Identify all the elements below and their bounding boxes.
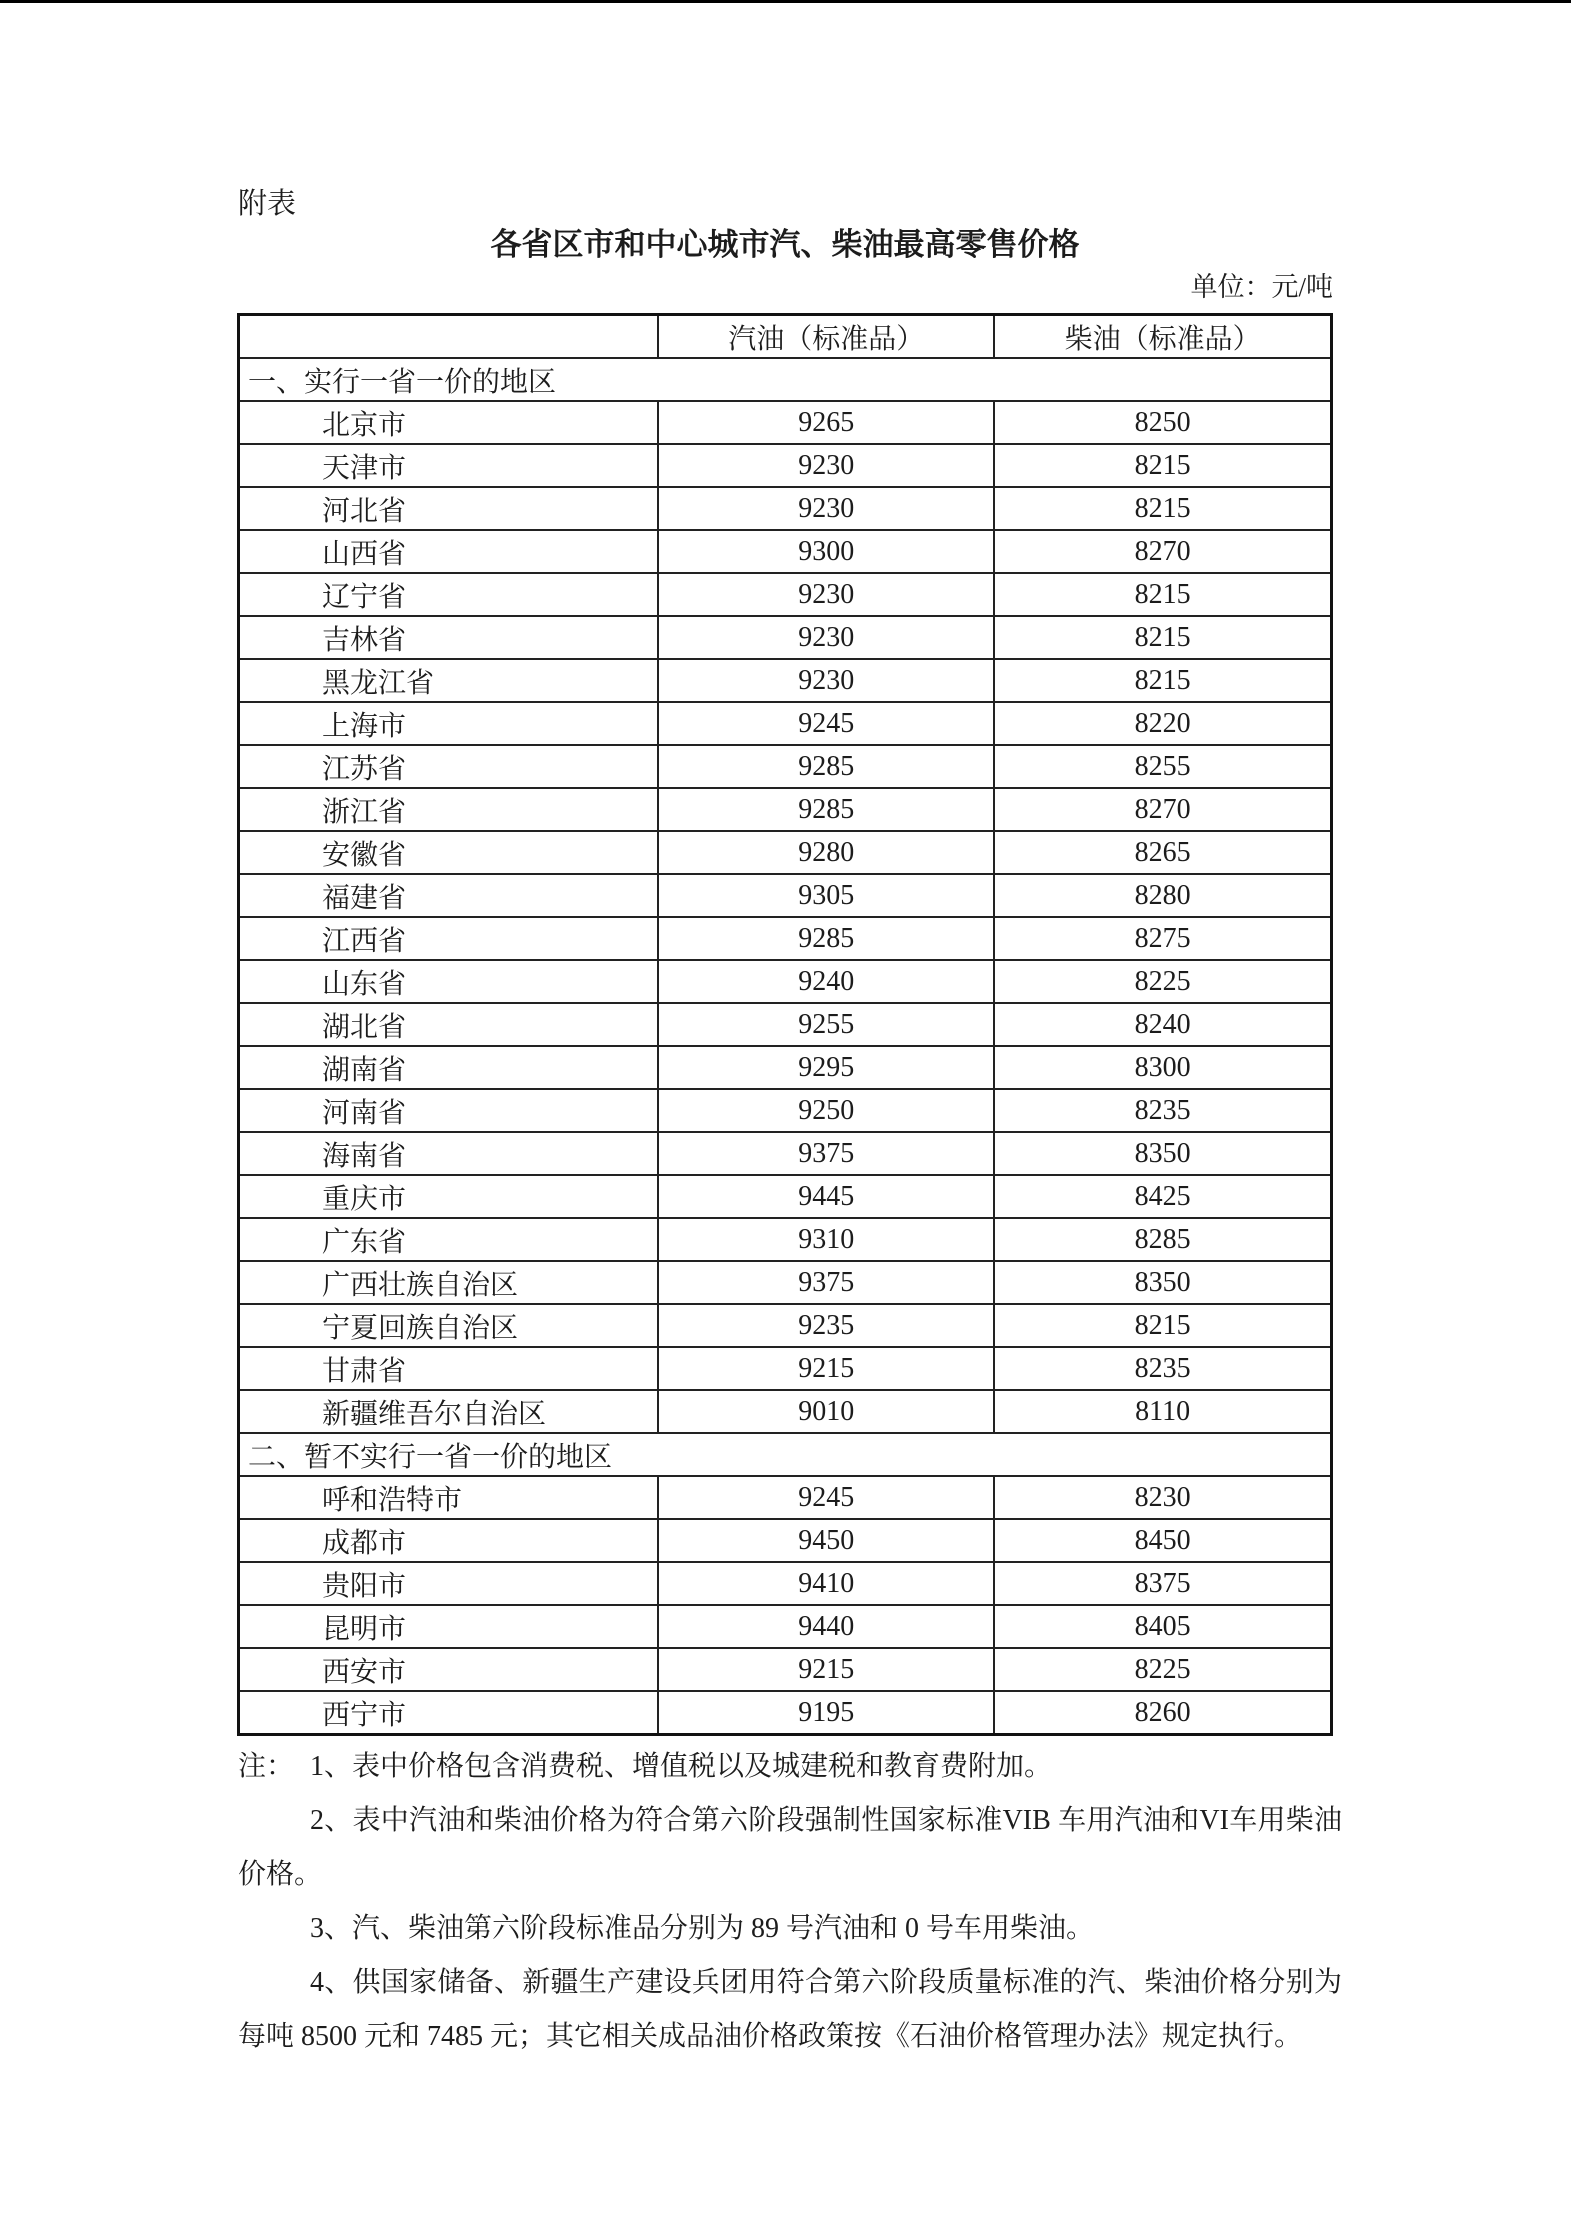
price-row	[239, 530, 1332, 573]
diesel-price-cell: 8215	[994, 1304, 1331, 1347]
gasoline-price-cell: 9295	[658, 1046, 994, 1089]
region-cell: 山西省	[239, 530, 659, 573]
notes	[238, 1740, 1342, 2064]
price-row	[239, 960, 1332, 1003]
price-row	[239, 1089, 1332, 1132]
price-row	[239, 874, 1332, 917]
region-cell: 宁夏回族自治区	[239, 1304, 659, 1347]
diesel-price-cell: 8215	[994, 573, 1331, 616]
diesel-price-cell: 8300	[994, 1046, 1331, 1089]
price-row	[239, 1390, 1332, 1433]
gasoline-price-cell: 9245	[658, 702, 994, 745]
gasoline-price-cell: 9450	[658, 1519, 994, 1562]
region-cell: 天津市	[239, 444, 659, 487]
gasoline-price-cell: 9230	[658, 444, 994, 487]
diesel-price-cell: 8450	[994, 1519, 1331, 1562]
gasoline-price-cell: 9375	[658, 1132, 994, 1175]
price-row	[239, 1347, 1332, 1390]
region-cell: 成都市	[239, 1519, 659, 1562]
diesel-price-cell: 8250	[994, 401, 1331, 444]
notes-prefix: 注：	[238, 1751, 295, 1782]
gasoline-price-cell: 9230	[658, 487, 994, 530]
diesel-price-cell: 8230	[994, 1476, 1331, 1519]
region-cell: 昆明市	[239, 1605, 659, 1648]
price-row	[239, 659, 1332, 702]
price-row	[239, 487, 1332, 530]
price-row	[239, 1519, 1332, 1562]
gasoline-price-cell: 9230	[658, 573, 994, 616]
price-row	[239, 1046, 1332, 1089]
price-row	[239, 1218, 1332, 1261]
gasoline-price-cell: 9310	[658, 1218, 994, 1261]
gasoline-price-cell: 9195	[658, 1691, 994, 1735]
region-cell: 西宁市	[239, 1691, 659, 1735]
diesel-price-cell: 8240	[994, 1003, 1331, 1046]
diesel-price-cell: 8260	[994, 1691, 1331, 1735]
gasoline-price-cell: 9265	[658, 401, 994, 444]
section-header-label: 二、暂不实行一省一价的地区	[239, 1433, 1332, 1476]
diesel-price-cell: 8405	[994, 1605, 1331, 1648]
price-row	[239, 745, 1332, 788]
unit-label: 单位：元/吨	[1190, 272, 1333, 302]
price-row	[239, 1304, 1332, 1347]
region-cell: 浙江省	[239, 788, 659, 831]
gasoline-price-cell: 9255	[658, 1003, 994, 1046]
region-cell: 辽宁省	[239, 573, 659, 616]
attachment-label: 附表	[238, 188, 297, 220]
diesel-price-cell: 8350	[994, 1132, 1331, 1175]
region-cell: 呼和浩特市	[239, 1476, 659, 1519]
gasoline-price-cell: 9445	[658, 1175, 994, 1218]
gasoline-price-cell: 9410	[658, 1562, 994, 1605]
diesel-price-cell: 8215	[994, 487, 1331, 530]
price-row	[239, 401, 1332, 444]
gasoline-price-cell: 9215	[658, 1648, 994, 1691]
region-cell: 山东省	[239, 960, 659, 1003]
price-table	[237, 313, 1333, 1736]
diesel-price-cell: 8235	[994, 1089, 1331, 1132]
price-row	[239, 1132, 1332, 1175]
price-row	[239, 616, 1332, 659]
region-cell: 广西壮族自治区	[239, 1261, 659, 1304]
price-row	[239, 1476, 1332, 1519]
price-row	[239, 1691, 1332, 1735]
note-item: 4、供国家储备、新疆生产建设兵团用符合第六阶段质量标准的汽、柴油价格分别为每吨 8500 元和 7485 元；其它相关成品油价格政策按《石油价格管理办法》规定执行。	[238, 1967, 1342, 2052]
gasoline-price-cell: 9235	[658, 1304, 994, 1347]
region-cell: 河南省	[239, 1089, 659, 1132]
page-title: 各省区市和中心城市汽、柴油最高零售价格	[490, 227, 1080, 262]
diesel-column-header: 柴油（标准品）	[994, 315, 1331, 359]
region-cell: 黑龙江省	[239, 659, 659, 702]
gasoline-price-cell: 9300	[658, 530, 994, 573]
diesel-price-cell: 8425	[994, 1175, 1331, 1218]
region-cell: 上海市	[239, 702, 659, 745]
diesel-price-cell: 8225	[994, 1648, 1331, 1691]
table-header-row	[239, 315, 1332, 359]
region-cell: 江西省	[239, 917, 659, 960]
diesel-price-cell: 8350	[994, 1261, 1331, 1304]
region-cell: 安徽省	[239, 831, 659, 874]
region-cell: 贵阳市	[239, 1562, 659, 1605]
gasoline-price-cell: 9215	[658, 1347, 994, 1390]
note-item: 3、汽、柴油第六阶段标准品分别为 89 号汽油和 0 号车用柴油。	[310, 1913, 1095, 1944]
gasoline-price-cell: 9285	[658, 745, 994, 788]
gasoline-price-cell: 9250	[658, 1089, 994, 1132]
gasoline-column-header: 汽油（标准品）	[658, 315, 994, 359]
price-table-body	[239, 358, 1332, 1735]
diesel-price-cell: 8235	[994, 1347, 1331, 1390]
region-cell: 河北省	[239, 487, 659, 530]
section-header-row	[239, 1433, 1332, 1476]
region-cell: 湖南省	[239, 1046, 659, 1089]
gasoline-price-cell: 9010	[658, 1390, 994, 1433]
gasoline-price-cell: 9280	[658, 831, 994, 874]
note-item	[238, 1740, 1342, 1794]
diesel-price-cell: 8215	[994, 659, 1331, 702]
section-header-row	[239, 358, 1332, 401]
diesel-price-cell: 8220	[994, 702, 1331, 745]
price-row	[239, 1261, 1332, 1304]
region-cell: 江苏省	[239, 745, 659, 788]
price-row	[239, 1175, 1332, 1218]
region-cell: 吉林省	[239, 616, 659, 659]
diesel-price-cell: 8375	[994, 1562, 1331, 1605]
diesel-price-cell: 8270	[994, 788, 1331, 831]
price-row	[239, 1003, 1332, 1046]
diesel-price-cell: 8275	[994, 917, 1331, 960]
diesel-price-cell: 8215	[994, 616, 1331, 659]
gasoline-price-cell: 9240	[658, 960, 994, 1003]
region-cell: 湖北省	[239, 1003, 659, 1046]
gasoline-price-cell: 9245	[658, 1476, 994, 1519]
price-row	[239, 573, 1332, 616]
diesel-price-cell: 8255	[994, 745, 1331, 788]
diesel-price-cell: 8225	[994, 960, 1331, 1003]
region-cell: 西安市	[239, 1648, 659, 1691]
note-text: 1、表中价格包含消费税、增值税以及城建税和教育费附加。	[310, 1751, 1053, 1782]
price-row	[239, 1562, 1332, 1605]
price-row	[239, 917, 1332, 960]
region-cell: 海南省	[239, 1132, 659, 1175]
gasoline-price-cell: 9230	[658, 659, 994, 702]
price-row	[239, 1648, 1332, 1691]
price-row	[239, 702, 1332, 745]
region-cell: 广东省	[239, 1218, 659, 1261]
page-top-border	[0, 0, 1571, 3]
price-row	[239, 1605, 1332, 1648]
price-row	[239, 444, 1332, 487]
section-header-label: 一、实行一省一价的地区	[239, 358, 1332, 401]
gasoline-price-cell: 9285	[658, 788, 994, 831]
diesel-price-cell: 8215	[994, 444, 1331, 487]
region-cell: 新疆维吾尔自治区	[239, 1390, 659, 1433]
gasoline-price-cell: 9440	[658, 1605, 994, 1648]
region-cell: 甘肃省	[239, 1347, 659, 1390]
note-item: 2、表中汽油和柴油价格为符合第六阶段强制性国家标准VIB 车用汽油和VI车用柴油价格。	[238, 1805, 1342, 1890]
region-cell: 重庆市	[239, 1175, 659, 1218]
gasoline-price-cell: 9305	[658, 874, 994, 917]
diesel-price-cell: 8280	[994, 874, 1331, 917]
diesel-price-cell: 8270	[994, 530, 1331, 573]
region-cell: 福建省	[239, 874, 659, 917]
diesel-price-cell: 8110	[994, 1390, 1331, 1433]
price-row	[239, 788, 1332, 831]
region-column-header	[239, 315, 659, 359]
diesel-price-cell: 8285	[994, 1218, 1331, 1261]
gasoline-price-cell: 9230	[658, 616, 994, 659]
region-cell: 北京市	[239, 401, 659, 444]
price-row	[239, 831, 1332, 874]
gasoline-price-cell: 9375	[658, 1261, 994, 1304]
diesel-price-cell: 8265	[994, 831, 1331, 874]
gasoline-price-cell: 9285	[658, 917, 994, 960]
